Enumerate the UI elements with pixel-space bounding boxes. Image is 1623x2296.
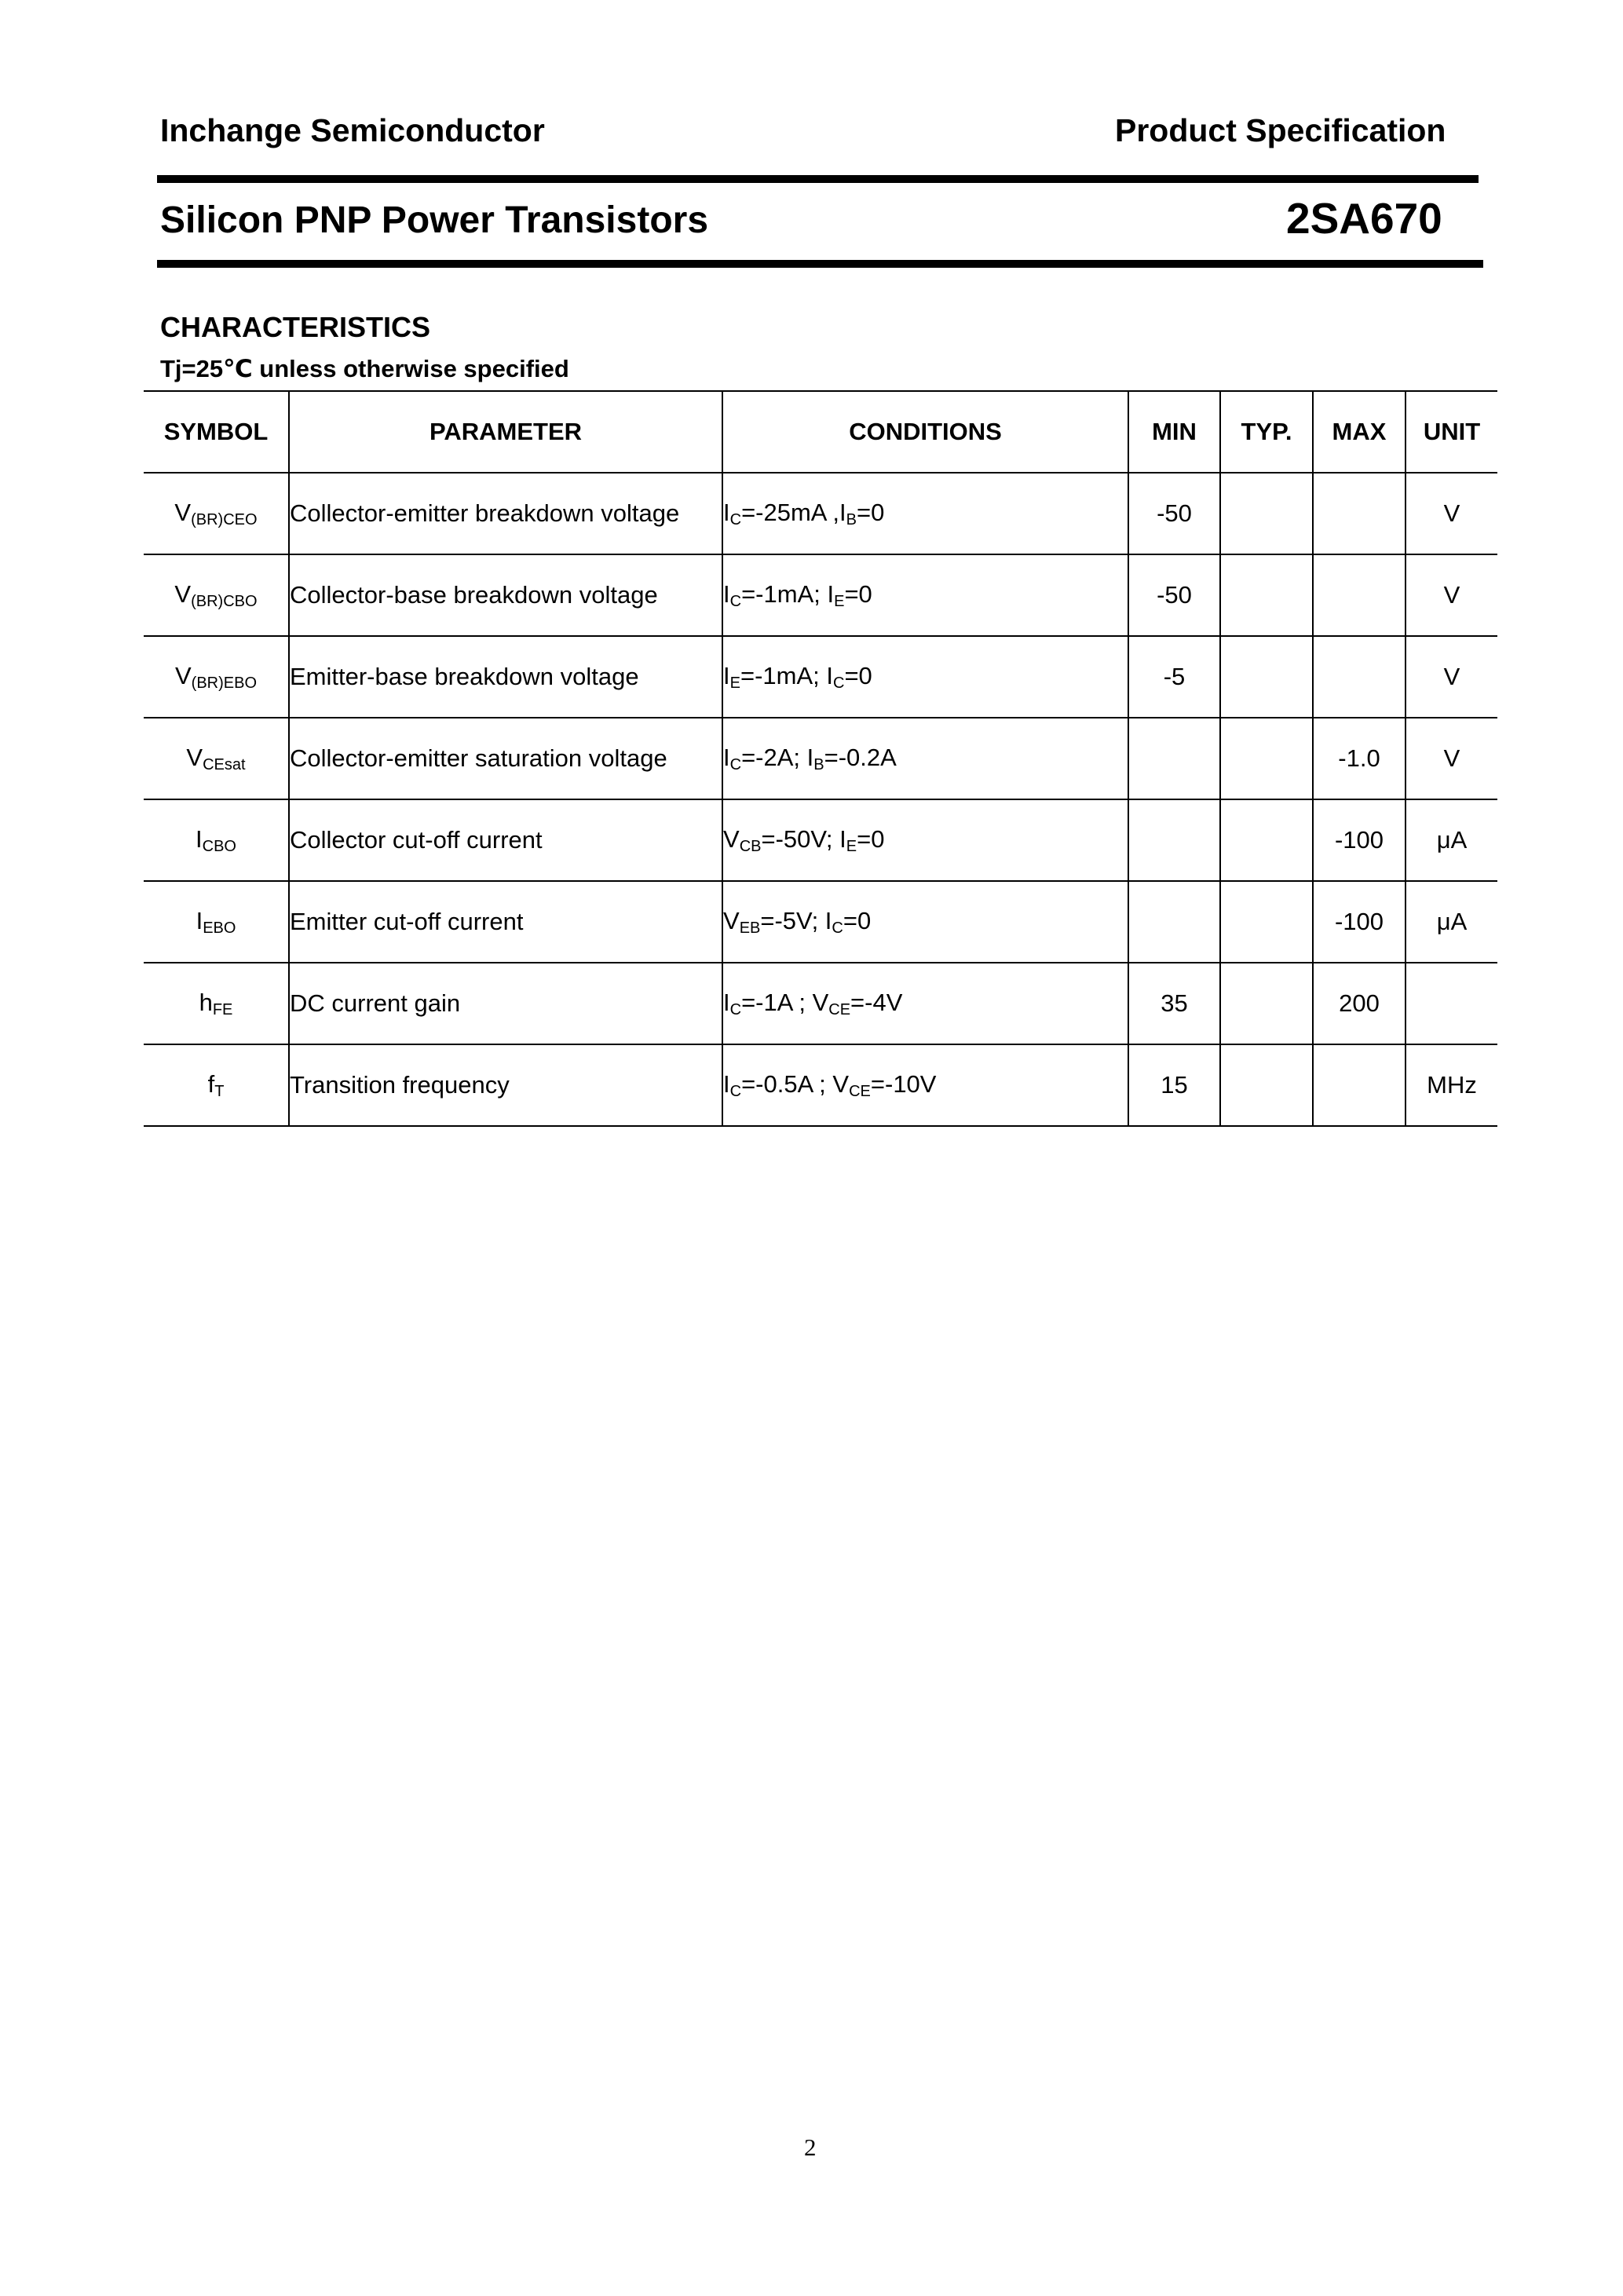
table-row: [144, 1044, 1497, 1126]
condition-variable: I: [723, 579, 730, 608]
condition-variable: I: [839, 498, 846, 526]
condition-subscript: CB: [739, 837, 762, 855]
condition-subscript: B: [813, 755, 824, 773]
condition-value: =0: [844, 579, 872, 608]
cell-conditions: [722, 718, 1128, 799]
section-heading: CHARACTERISTICS: [160, 311, 431, 343]
condition-subscript: E: [834, 592, 845, 610]
condition-subscript: C: [729, 755, 742, 773]
condition-value: =-1A ;: [741, 988, 813, 1016]
header-typ: TYP.: [1220, 391, 1313, 473]
cell-min: [1128, 799, 1220, 881]
cell-parameter: Transition frequency: [289, 1044, 722, 1126]
cell-max: [1313, 473, 1406, 554]
cell-max: -100: [1313, 881, 1406, 963]
symbol-base: f: [207, 1069, 215, 1098]
cell-symbol: [144, 1044, 289, 1126]
cell-parameter: Emitter cut-off current: [289, 881, 722, 963]
symbol-base: I: [196, 906, 203, 934]
condition-value: =-5V;: [760, 906, 825, 934]
cell-max: -1.0: [1313, 718, 1406, 799]
condition-variable: I: [723, 988, 730, 1016]
cell-symbol: [144, 799, 289, 881]
cell-conditions: [722, 554, 1128, 636]
characteristics-table: [144, 390, 1497, 1127]
condition-value: =-1mA;: [740, 661, 827, 689]
table-row: [144, 963, 1497, 1044]
cell-symbol: [144, 881, 289, 963]
symbol-base: I: [196, 824, 203, 853]
header-unit: UNIT: [1406, 391, 1497, 473]
cell-conditions: [722, 799, 1128, 881]
symbol-base: V: [174, 579, 192, 608]
symbol-subscript: EBO: [203, 919, 236, 937]
cell-typ: [1220, 473, 1313, 554]
cell-typ: [1220, 636, 1313, 718]
condition-value: =-50V;: [761, 824, 840, 853]
cell-unit: [1406, 963, 1497, 1044]
cell-conditions: [722, 963, 1128, 1044]
symbol-subscript: CEsat: [203, 755, 246, 773]
cell-max: -100: [1313, 799, 1406, 881]
symbol-subscript: FE: [212, 1000, 233, 1018]
condition-variable: I: [806, 743, 814, 771]
condition-subscript: CE: [849, 1082, 871, 1100]
cell-parameter: Emitter-base breakdown voltage: [289, 636, 722, 718]
header-symbol: SYMBOL: [144, 391, 289, 473]
cell-symbol: [144, 554, 289, 636]
cell-max: [1313, 554, 1406, 636]
symbol-subscript: CBO: [202, 837, 236, 855]
symbol-subscript: (BR)EBO: [191, 674, 258, 692]
condition-variable: I: [723, 661, 730, 689]
condition-value: =-25mA ,: [741, 498, 840, 526]
table-header-row: [144, 391, 1497, 473]
cell-unit: μA: [1406, 799, 1497, 881]
condition-value: =-0.2A: [824, 743, 897, 771]
cell-min: [1128, 881, 1220, 963]
cell-conditions: [722, 1044, 1128, 1126]
condition-subscript: C: [833, 674, 845, 692]
cell-max: [1313, 636, 1406, 718]
symbol-base: V: [174, 498, 192, 526]
cell-symbol: [144, 963, 289, 1044]
condition-subscript: C: [729, 1000, 742, 1018]
header-parameter: PARAMETER: [289, 391, 722, 473]
cell-parameter: Collector cut-off current: [289, 799, 722, 881]
condition-value: =0: [856, 498, 885, 526]
header-max: MAX: [1313, 391, 1406, 473]
cell-min: 35: [1128, 963, 1220, 1044]
header-min: MIN: [1128, 391, 1220, 473]
cell-conditions: [722, 473, 1128, 554]
condition-value: =-0.5A ;: [741, 1069, 833, 1098]
symbol-subscript: (BR)CEO: [191, 510, 258, 528]
cell-unit: V: [1406, 636, 1497, 718]
table-row: [144, 473, 1497, 554]
condition-value: =-1mA;: [741, 579, 828, 608]
condition-variable: I: [824, 906, 832, 934]
cell-typ: [1220, 1044, 1313, 1126]
cell-typ: [1220, 799, 1313, 881]
cell-min: [1128, 718, 1220, 799]
condition-value: =0: [843, 906, 872, 934]
condition-variable: V: [812, 988, 829, 1016]
condition-subscript: C: [729, 1082, 742, 1100]
cell-max: 200: [1313, 963, 1406, 1044]
condition-value: =-4V: [850, 988, 903, 1016]
symbol-base: h: [199, 988, 213, 1016]
condition-subscript: C: [729, 592, 742, 610]
condition-variable: V: [832, 1069, 850, 1098]
condition-value: =0: [857, 824, 885, 853]
condition-variable: V: [723, 824, 740, 853]
condition-subscript: EB: [739, 919, 761, 937]
cell-parameter: DC current gain: [289, 963, 722, 1044]
cell-typ: [1220, 554, 1313, 636]
symbol-subscript: T: [214, 1082, 225, 1100]
condition-subscript: B: [846, 510, 857, 528]
cell-symbol: [144, 473, 289, 554]
cell-unit: μA: [1406, 881, 1497, 963]
cell-unit: V: [1406, 554, 1497, 636]
condition-subscript: C: [729, 510, 742, 528]
condition-variable: I: [723, 498, 730, 526]
condition-variable: V: [723, 906, 740, 934]
symbol-base: V: [186, 743, 203, 771]
table-row: [144, 718, 1497, 799]
condition-subscript: E: [729, 674, 740, 692]
cell-max: [1313, 1044, 1406, 1126]
part-number: 2SA670: [1286, 194, 1442, 243]
cell-min: 15: [1128, 1044, 1220, 1126]
cell-typ: [1220, 718, 1313, 799]
condition-value: =0: [844, 661, 872, 689]
cell-min: -5: [1128, 636, 1220, 718]
cell-parameter: Collector-emitter breakdown voltage: [289, 473, 722, 554]
cell-typ: [1220, 963, 1313, 1044]
temperature-condition-note: Tj=25℃ unless otherwise specified: [160, 355, 569, 382]
cell-min: -50: [1128, 473, 1220, 554]
table-row: [144, 881, 1497, 963]
cell-unit: MHz: [1406, 1044, 1497, 1126]
table-row: [144, 799, 1497, 881]
cell-conditions: [722, 636, 1128, 718]
cell-unit: V: [1406, 473, 1497, 554]
header-rule-top: [157, 175, 1479, 183]
cell-symbol: [144, 636, 289, 718]
cell-conditions: [722, 881, 1128, 963]
condition-variable: I: [826, 661, 833, 689]
cell-parameter: Collector-emitter saturation voltage: [289, 718, 722, 799]
cell-unit: V: [1406, 718, 1497, 799]
condition-subscript: E: [846, 837, 857, 855]
condition-variable: I: [723, 1069, 730, 1098]
condition-value: =-10V: [870, 1069, 937, 1098]
company-name: Inchange Semiconductor: [160, 112, 545, 148]
condition-value: =-2A;: [741, 743, 807, 771]
product-title: Silicon PNP Power Transistors: [160, 199, 709, 241]
header-conditions: CONDITIONS: [722, 391, 1128, 473]
symbol-subscript: (BR)CBO: [191, 592, 258, 610]
condition-subscript: C: [832, 919, 843, 937]
cell-symbol: [144, 718, 289, 799]
header-rule-bottom: [157, 260, 1483, 268]
condition-subscript: CE: [828, 1000, 851, 1018]
page-number: 2: [804, 2133, 817, 2161]
symbol-base: V: [174, 661, 192, 689]
cell-min: -50: [1128, 554, 1220, 636]
document-type: Product Specification: [1115, 112, 1446, 148]
cell-typ: [1220, 881, 1313, 963]
condition-variable: I: [723, 743, 730, 771]
cell-parameter: Collector-base breakdown voltage: [289, 554, 722, 636]
condition-variable: I: [827, 579, 835, 608]
table-row: [144, 554, 1497, 636]
table-row: [144, 636, 1497, 718]
condition-variable: I: [839, 824, 846, 853]
